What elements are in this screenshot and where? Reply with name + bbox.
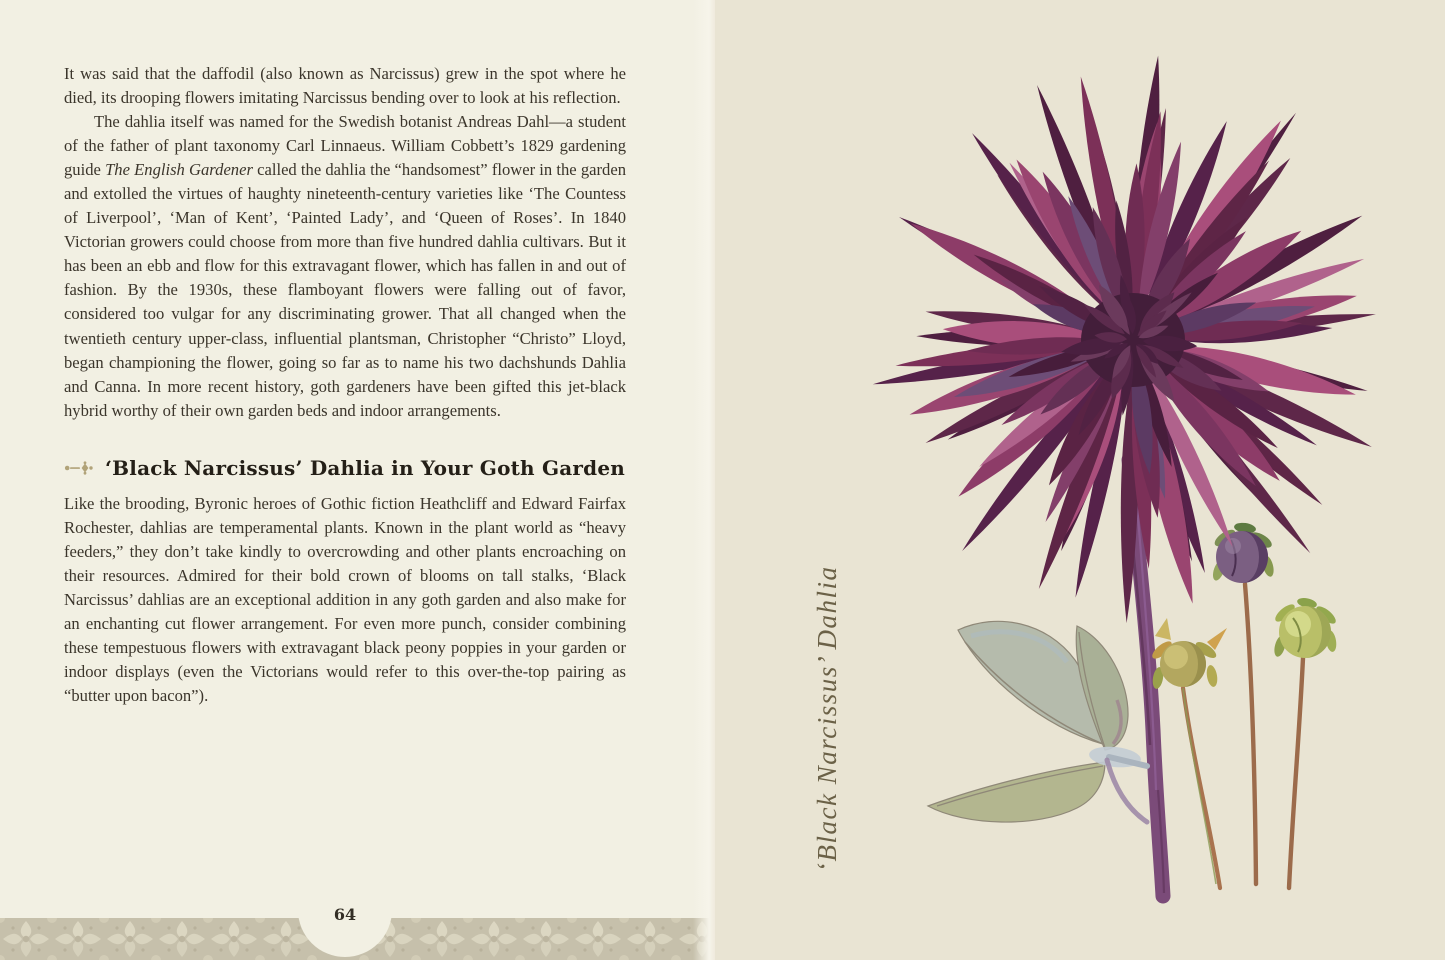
bud-stem bbox=[1183, 688, 1220, 888]
book-title-italic: The English Gardener bbox=[105, 160, 253, 180]
right-page bbox=[715, 0, 1445, 960]
bud-purple bbox=[1211, 522, 1276, 583]
paragraph-segment: The dahlia itself was named for the Swedish botanist Andreas Dahl—a student of the father of plant taxonomy Carl Linnaeus. William Cobbett’s 1829 gardening guide bbox=[64, 112, 626, 180]
body-text-block bbox=[64, 62, 626, 708]
bud-green bbox=[1272, 596, 1338, 658]
plate-caption: ‘Black Narcissus’ Dahlia bbox=[812, 565, 842, 872]
section-title: ‘Black Narcissus’ Dahlia in Your Goth Garden bbox=[105, 455, 625, 480]
dahlia-bloom bbox=[871, 55, 1376, 623]
page-number: 64 bbox=[333, 905, 357, 924]
bud-stem bbox=[1289, 658, 1303, 888]
bud-olive bbox=[1150, 618, 1227, 690]
paragraph-segment: called the dahlia the “handsomest” flower in the garden and extolled the virtues of haughty nineteenth-century varieties like ‘The Countess of Liverpool’, ‘Man of Kent’, ‘Painted Lady’, and ‘Queen of Roses’. In 1840 Victorian growers could choose from more than five hundred dahlia cultivars. But it has been an ebb and flow for this extravagant flower, which has fallen in and out of fashion. By the 1930s, these flamboyant flowers were falling out of favor, considered too vulgar for any discriminating grower. That all changed when the twentieth century upper-class, influential plantsman, Christopher “Christo” Lloyd, began championing the flower, going so far as to name his two dachshunds Dahlia and Canna. In more recent history, goth gardeners have been gifted this jet-black hybrid worthy of their own garden beds and indoor arrangements. bbox=[64, 160, 627, 420]
section-heading bbox=[64, 454, 626, 483]
paragraph-daffodil: It was said that the daffodil (also known as Narcissus) grew in the spot where he died, its drooping flowers imitating Narcissus bending over to look at his reflection. bbox=[64, 64, 626, 108]
damask-border bbox=[0, 918, 715, 960]
paragraph-goth-garden: Like the brooding, Byronic heroes of Gothic fiction Heathcliff and Edward Fairfax Rochester, dahlias are temperamental plants. Known in the plant world as “heavy feeders,” they don’t take kindly to overcrowding and other plants encroaching on their resources. Admired for their bold crown of blooms on tall stalks, ‘Black Narcissus’ dahlias are an exceptional addition in any goth garden and also make for an enchanting cut flower arrangement. For even more punch, consider combining these tempestuous flowers with extravagant black peony poppies in your garden or indoor displays (even the Victorians would refer to this over-the-top pairing as “butter upon bacon”). bbox=[64, 493, 626, 706]
paragraph-dahlia-history bbox=[64, 110, 626, 423]
flourish-ornament-icon bbox=[64, 461, 96, 475]
bud-stem bbox=[1245, 584, 1256, 884]
leaf-group bbox=[928, 621, 1147, 822]
left-page bbox=[0, 0, 715, 960]
